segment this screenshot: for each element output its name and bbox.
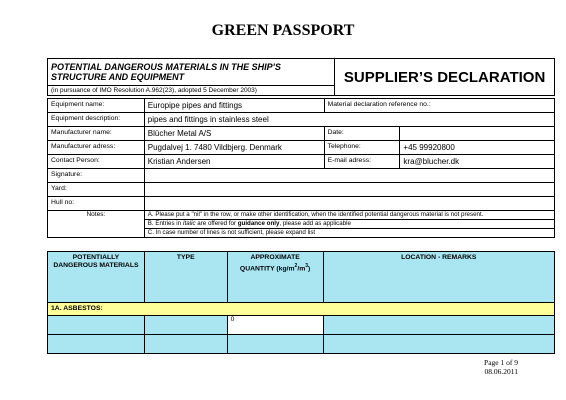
type-cell[interactable] xyxy=(144,335,227,354)
hazardous-materials-title: POTENTIAL DANGEROUS MATERIALS IN THE SHIP'S STRUCTURE AND EQUIPMENT xyxy=(48,59,335,86)
table-row xyxy=(48,316,555,335)
equipment-name-field[interactable]: Europipe pipes and fittings xyxy=(144,99,324,113)
contact-person-field[interactable]: Kristian Andersen xyxy=(144,155,324,169)
manufacturer-address-label: Manufacturer adress: xyxy=(48,141,145,155)
hull-field[interactable] xyxy=(144,197,554,211)
type-cell[interactable] xyxy=(144,316,227,335)
note-a: A. Please put a "nil" in the row, or make other identification, when the identified potential dangerous material is not present. xyxy=(144,211,554,220)
yard-label: Yard: xyxy=(48,183,145,197)
contact-person-label: Contact Person: xyxy=(48,155,145,169)
footer-date: 08.06.2011 xyxy=(484,367,518,376)
col-quantity: APPROXIMATE QUANTITY $(kg/m^2/m^3)$ xyxy=(227,252,323,303)
declaration-header xyxy=(47,58,555,96)
email-field[interactable]: kra@blucher.dk xyxy=(400,155,555,169)
telephone-field[interactable]: +45 99920800 xyxy=(400,141,555,155)
email-label: E-mail adress: xyxy=(324,155,400,169)
materials-header-row xyxy=(48,252,555,303)
equipment-name-label: Equipment name: xyxy=(48,99,145,113)
note-b: B. Entries in Italic are offered for guidance only, please add as applicable xyxy=(144,220,554,229)
date-label: Date: xyxy=(324,127,400,141)
quantity-cell[interactable] xyxy=(227,335,323,354)
equipment-desc-field[interactable]: pipes and fittings in stainless steel xyxy=(144,113,554,127)
signature-label: Signature: xyxy=(48,169,145,183)
page-footer xyxy=(484,358,518,376)
equipment-desc-label: Equipment description: xyxy=(48,113,145,127)
material-ref-label[interactable]: Material declaration reference no.: xyxy=(324,99,554,113)
telephone-label: Telephone: xyxy=(324,141,400,155)
manufacturer-address-field[interactable]: Pugdalvej 1. 7480 Vildbjerg. Denmark xyxy=(144,141,324,155)
table-row xyxy=(48,335,555,354)
manufacturer-name-label: Manufacturer name: xyxy=(48,127,145,141)
page-title: GREEN PASSPORT xyxy=(211,22,355,39)
page-number: Page 1 of 9 xyxy=(484,358,518,367)
manufacturer-name-field[interactable]: Blücher Metal A/S xyxy=(144,127,324,141)
material-cell[interactable] xyxy=(48,335,145,354)
date-field[interactable] xyxy=(400,127,555,141)
materials-table xyxy=(47,251,555,354)
notes-label: Notes: xyxy=(48,211,145,238)
material-cell[interactable] xyxy=(48,316,145,335)
location-cell[interactable] xyxy=(323,335,554,354)
signature-field[interactable] xyxy=(144,169,554,183)
yard-field[interactable] xyxy=(144,183,554,197)
equipment-info-table xyxy=(47,98,555,238)
section-asbestos-label: 1A. ASBESTOS: xyxy=(48,303,555,316)
hull-label: Hull no: xyxy=(48,197,145,211)
note-c: C. In case number of lines is not sufficient, please expand list xyxy=(144,229,554,238)
imo-resolution-note: (in pursuance of IMO Resolution A.962(23), adopted 5 December 2003) xyxy=(48,86,335,96)
quantity-cell[interactable]: 0 xyxy=(227,316,323,335)
col-dangerous-materials: POTENTIALLY DANGEROUS MATERIALS xyxy=(48,252,145,303)
col-type: TYPE xyxy=(144,252,227,303)
location-cell[interactable] xyxy=(323,316,554,335)
col-location-remarks: LOCATION - REMARKS xyxy=(323,252,554,303)
section-asbestos-row xyxy=(48,303,555,316)
suppliers-declaration-title: SUPPLIER’S DECLARATION xyxy=(335,59,555,96)
